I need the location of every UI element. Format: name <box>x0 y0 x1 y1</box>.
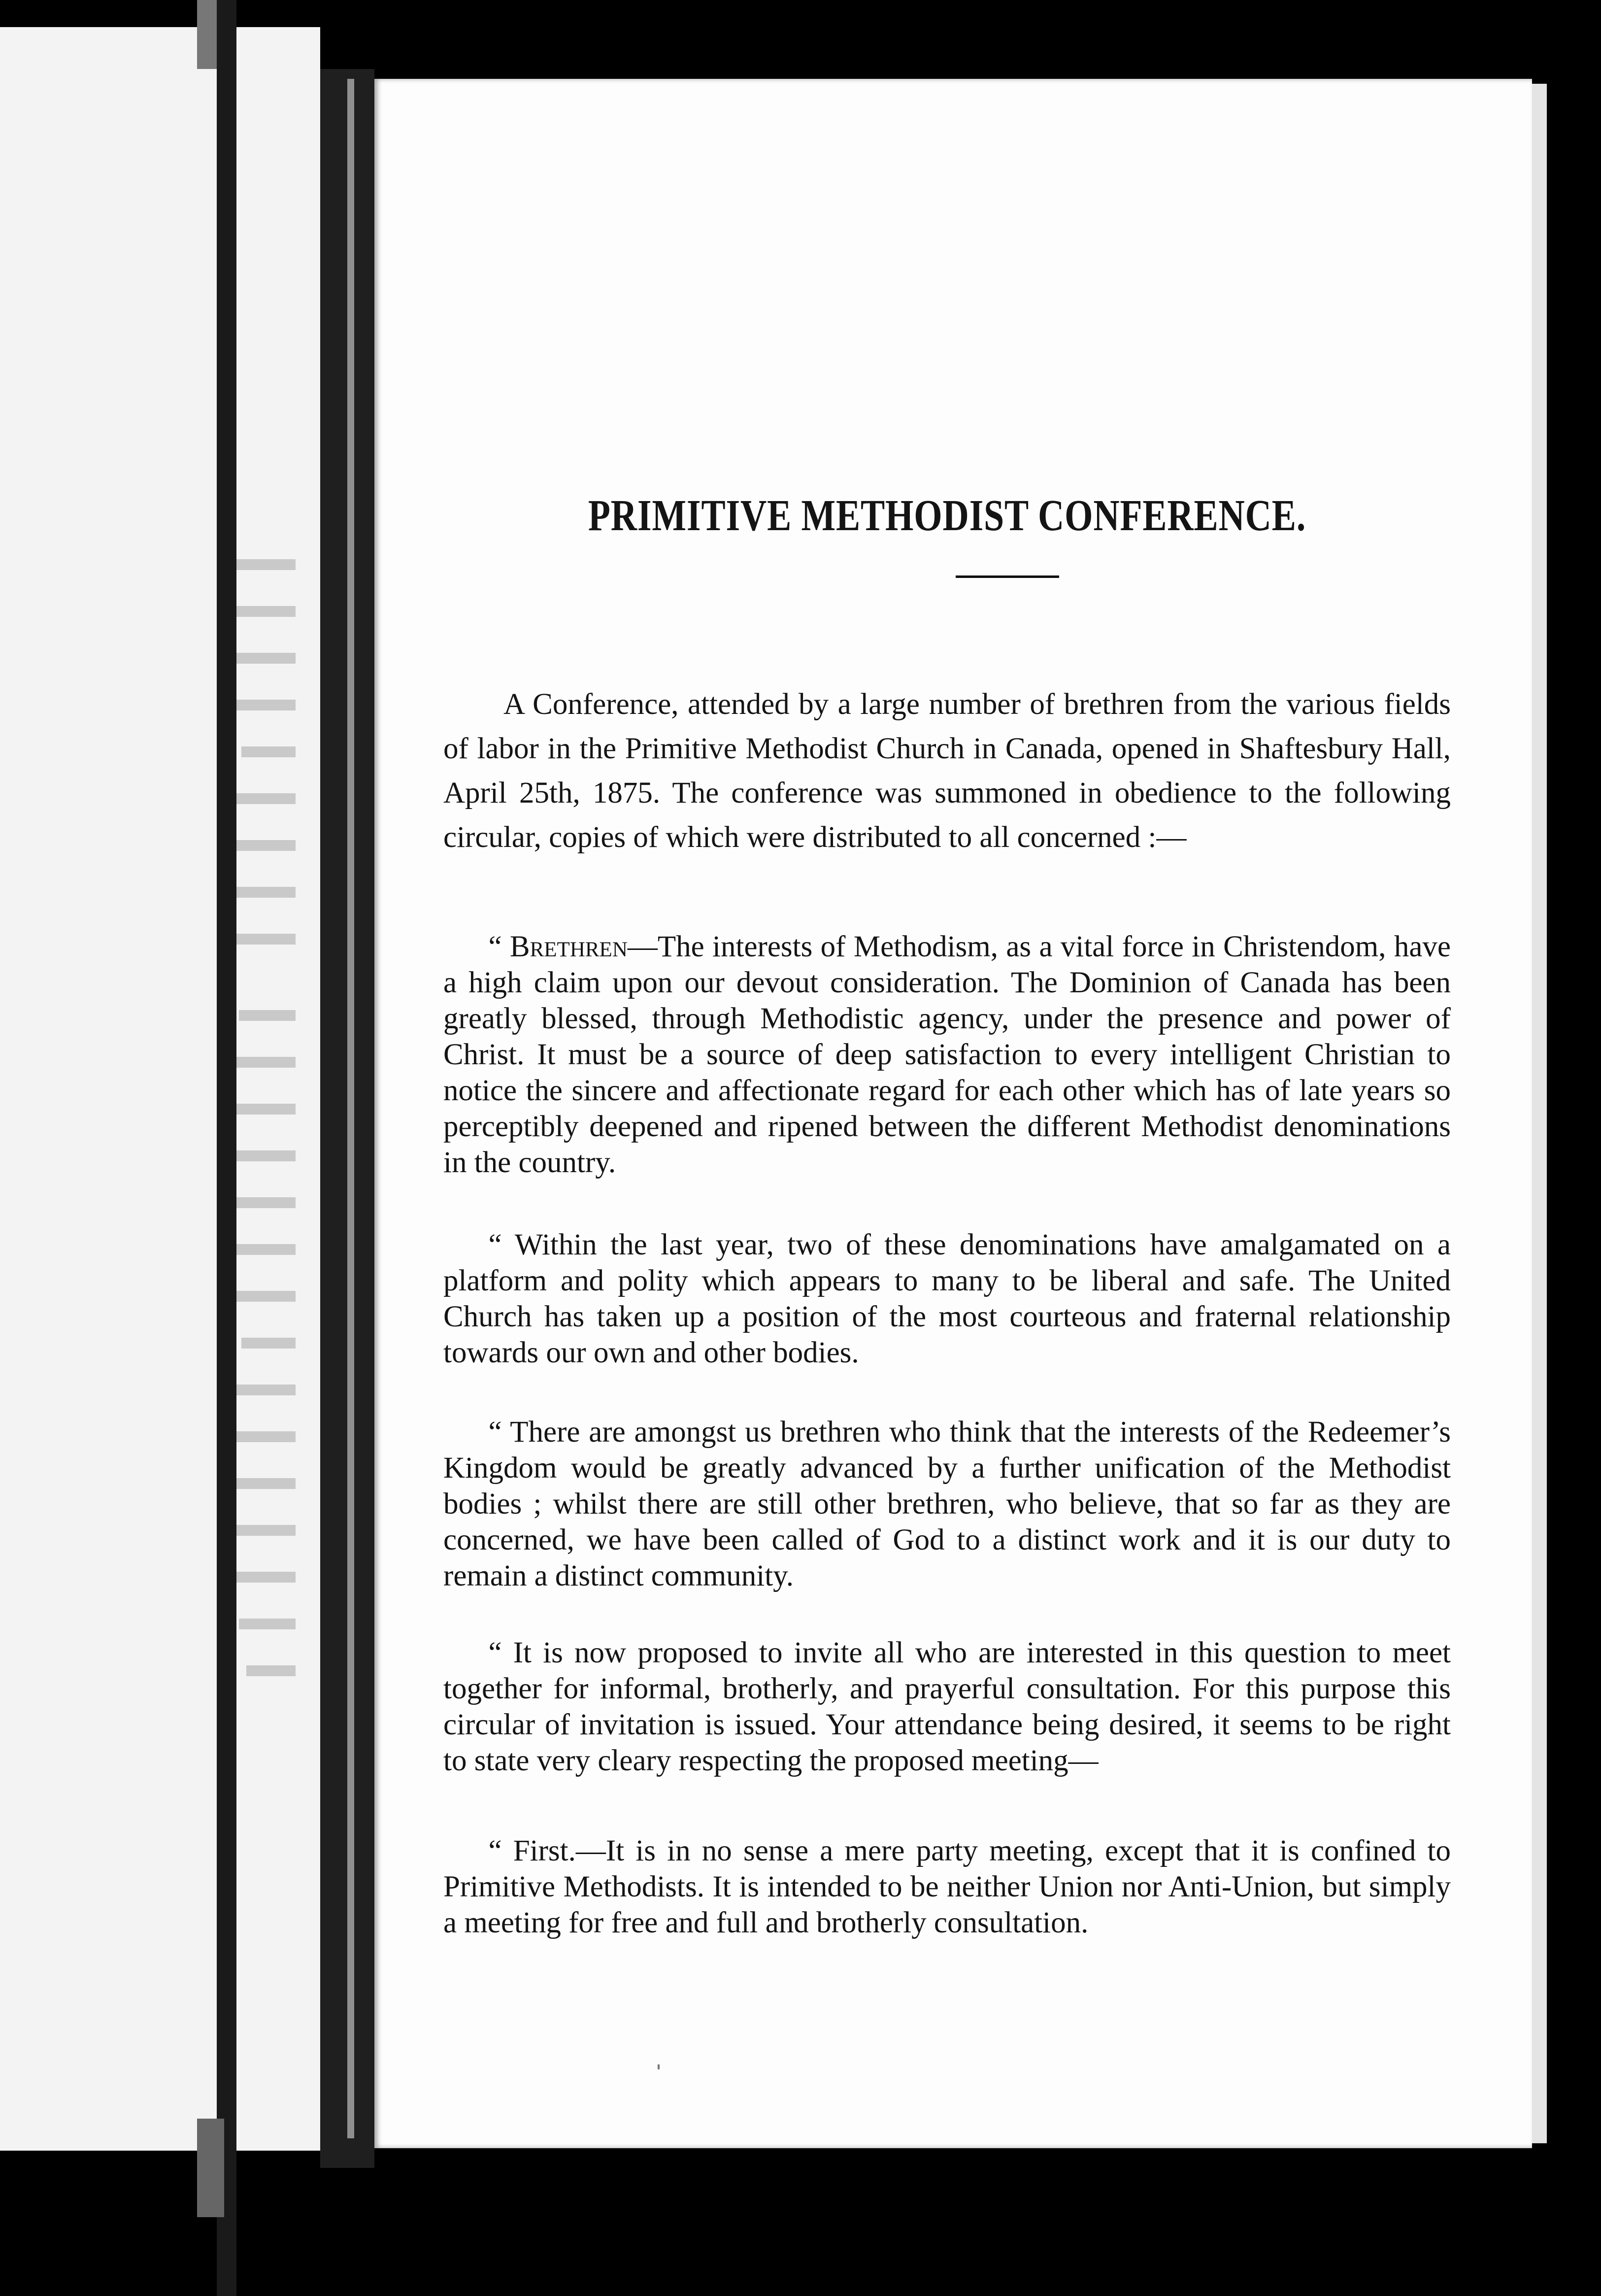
title-rule <box>956 575 1059 578</box>
right-page <box>374 79 1532 2148</box>
circular-paragraph-2: “ Within the last year, two of these denominations have amalgamated on a platform and polity which appears to many to be liberal and safe. The United Church has taken up a position of the most courteous and fraternal relationship towards our own and other bodies. <box>443 1228 1451 1369</box>
circular-paragraph-5: “ First.—It is in no sense a mere party meeting, except that it is confined to Primitive Methodists. It is intended to be neither Union nor Anti-Union, but simply a meeting for free and full and brotherly consultation. <box>443 1834 1451 1939</box>
circular-paragraph-3: “ There are amongst us brethren who think that the interests of the Redeemer’s Kingdom would be greatly advanced by a further unification of the Methodist bodies ; whilst there are still other brethren, who believe, that so far as they are concerned, we have been called of God to a distinct work and it is our duty to remain a distinct community. <box>443 1416 1451 1592</box>
binding-strip <box>217 0 236 2296</box>
binding-bottom <box>197 2119 224 2217</box>
circular-paragraph-1 <box>443 929 1451 1181</box>
page-title: PRIMITIVE METHODIST CONFERENCE. <box>588 491 1306 540</box>
salutation: “ Brethren <box>488 930 628 963</box>
intro-paragraph: A Conference, attended by a large number of brethren from the various fields of labor in the Primitive Methodist Church in Canada, opened in Shaftesbury Hall, April 25th, 1875. The conference was summoned in obedience to the following circular, copies of which were distributed to all concerned :— <box>443 688 1451 854</box>
gutter-edge <box>347 79 354 2138</box>
stray-mark <box>658 2064 660 2069</box>
bleed-through-text <box>0 540 296 1771</box>
circular-paragraph-4: “ It is now proposed to invite all who are interested in this question to meet together for informal, brotherly, and prayerful consultation. For this purpose this circular of invitation is issued. Your attendance being desired, it seems to be right to state very cleary respecting the proposed meeting— <box>443 1636 1451 1777</box>
left-page <box>0 27 320 2151</box>
page-edge <box>1532 84 1547 2143</box>
circular-paragraph-1-text: —The interests of Methodism, as a vital force in Christendom, have a high claim upon our devout consideration. The Dominion of Canada has been greatly blessed, through Methodistic agency, under the presence and power of Christ. It must be a source of deep satisfaction to every intelligent Christian to notice the sincere and affectionate regard for each other which has of late years so perceptibly deepened and ripened between the different Methodist denominations in the country. <box>443 930 1451 1179</box>
